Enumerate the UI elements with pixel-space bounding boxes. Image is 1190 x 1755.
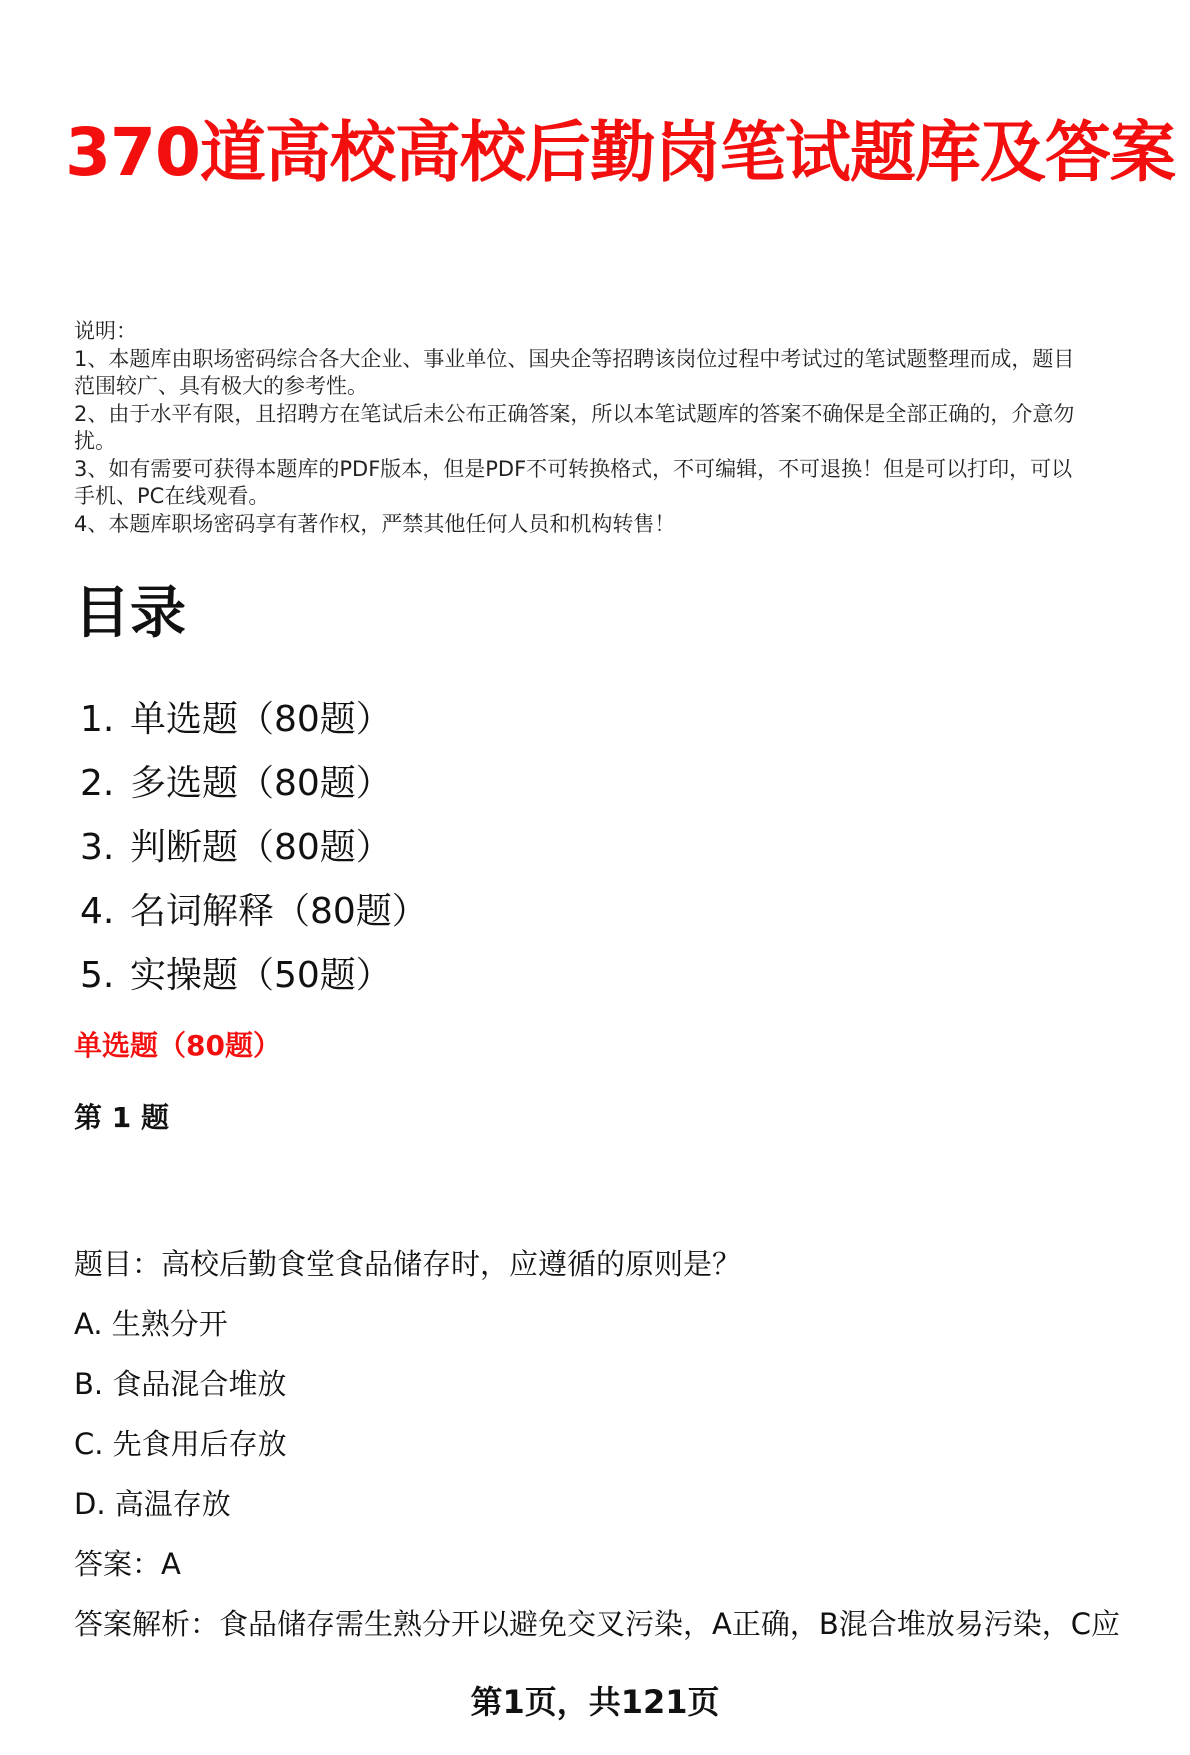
notes-line: 1、本题库由职场密码综合各大企业、事业单位、国央企等招聘该岗位过程中考试过的笔试题整理而成，题目	[74, 346, 1075, 371]
toc-item-number: 2.	[80, 763, 115, 804]
toc-item-number: 3.	[80, 827, 115, 868]
option-d: D. 高温存放	[74, 1487, 231, 1521]
toc-item-number: 4.	[80, 891, 115, 932]
notes-line: 2、由于水平有限，且招聘方在笔试后未公布正确答案，所以本笔试题库的答案不确保是全部正确的，介意勿	[74, 401, 1075, 426]
toc-list	[80, 688, 780, 1008]
notes-heading: 说明：	[74, 319, 137, 343]
document-title: 370道高校高校后勤岗笔试题库及答案	[65, 114, 1175, 191]
toc-item-true-false[interactable]	[80, 816, 780, 880]
toc-item-number: 1.	[80, 699, 115, 740]
toc-heading: 目录	[74, 581, 186, 646]
notes-line: 4、本题库职场密码享有著作权，严禁其他任何人员和机构转售！	[74, 511, 676, 536]
question-number: 第 1 题	[74, 1101, 169, 1134]
toc-item-label: 多选题（80题）	[130, 763, 392, 804]
option-c: C. 先食用后存放	[74, 1427, 287, 1461]
section-heading: 单选题（80题）	[74, 1029, 281, 1062]
notes-block	[74, 318, 1154, 538]
option-a: A. 生熟分开	[74, 1307, 228, 1341]
notes-line: 3、如有需要可获得本题库的PDF版本，但是PDF不可转换格式，不可编辑，不可退换！但是可以打印，可以	[74, 456, 1073, 481]
toc-item-multiple-choice[interactable]	[80, 752, 780, 816]
question-stem: 题目：高校后勤食堂食品储存时，应遵循的原则是？	[74, 1247, 742, 1281]
toc-item-label: 实操题（50题）	[130, 955, 392, 996]
toc-item-label: 名词解释（80题）	[130, 891, 428, 932]
question-block	[74, 1234, 1174, 1654]
notes-line: 范围较广、具有极大的参考性。	[74, 374, 368, 398]
notes-line: 扰。	[74, 429, 116, 453]
notes-line: 手机、PC在线观看。	[74, 484, 270, 508]
toc-item-single-choice[interactable]	[80, 688, 780, 752]
toc-item-label: 单选题（80题）	[130, 699, 392, 740]
toc-item-terms[interactable]	[80, 880, 780, 944]
answer-line: 答案：A	[74, 1547, 181, 1581]
toc-item-number: 5.	[80, 955, 115, 996]
toc-item-practical[interactable]	[80, 944, 780, 1008]
option-b: B. 食品混合堆放	[74, 1367, 287, 1401]
answer-explanation: 答案解析：食品储存需生熟分开以避免交叉污染，A正确，B混合堆放易污染，C应	[74, 1607, 1120, 1641]
page-footer: 第1页，共121页	[470, 1683, 720, 1721]
toc-item-label: 判断题（80题）	[130, 827, 392, 868]
